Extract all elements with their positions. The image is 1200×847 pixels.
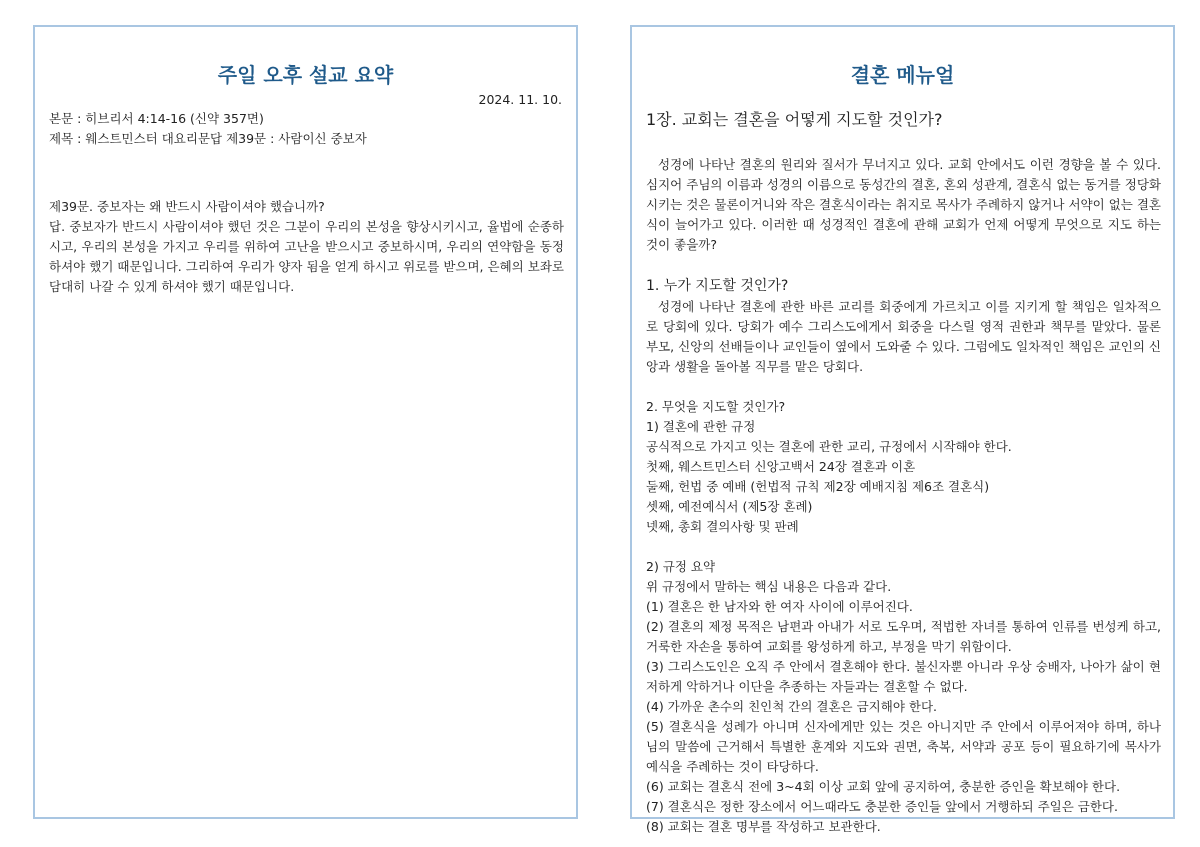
list-item: (6) 교회는 결혼식 전에 3~4회 이상 교회 앞에 공지하여, 충분한 증인을 확보해야 한다. xyxy=(646,779,1121,794)
left-page xyxy=(33,25,578,819)
intro-paragraph: 성경에 나타난 결혼의 원리와 질서가 무너지고 있다. 교회 안에서도 이런 경향을 볼 수 있다. 심지어 주님의 이름과 성경의 이름으로 동성간의 결혼, 혼외 성관계, 결혼식 없는 동거를 정당화시키는 것은 물론이거니와 작은 결혼식이라는 취지로 목사가 주례하지 않거나 서약이 없는 결혼식이 늘어가고 있다. 이러한 때 성경적인 결혼에 관해 교회가 언제 어떻게 무엇으로 지도 하는 것이 좋을까? xyxy=(646,157,1161,252)
scripture-line: 본문 : 히브리서 4:14-16 (신약 357면) xyxy=(49,111,264,126)
list-item: (5) 결혼식을 성례가 아니며 신자에게만 있는 것은 아니지만 주 안에서 이루어져야 하며, 하나님의 말씀에 근거해서 특별한 훈계와 지도와 권면, 축복, 서약과 공포 등이 필요하기에 목사가 예식을 주례하는 것이 타당하다. xyxy=(646,719,1161,774)
right-page xyxy=(630,25,1175,834)
list-item: 둘째, 헌법 중 예배 (헌법적 규칙 제2장 예배지침 제6조 결혼식) xyxy=(646,479,990,494)
page-title: 결혼 메뉴얼 xyxy=(850,63,955,87)
catechism-question: 제39문. 중보자는 왜 반드시 사람이셔야 했습니까? xyxy=(49,199,325,214)
sermon-body xyxy=(49,197,564,297)
section-paragraph: 성경에 나타난 결혼에 관한 바른 교리를 회중에게 가르치고 이를 지키게 할 책임은 일차적으로 당회에 있다. 당회가 예수 그리스도에게서 회중을 다스릴 영적 권한과 책무를 맡았다. 물론 부모, 신앙의 선배들이나 교인들이 옆에서 도와줄 수 있다. 그럼에도 일차적인 책임은 교인의 신앙과 생활을 돌아볼 직무를 맡은 당회다. xyxy=(646,299,1161,374)
page-title: 주일 오후 설교 요약 xyxy=(217,63,394,87)
catechism-answer: 답. 중보자가 반드시 사람이셔야 했던 것은 그분이 우리의 본성을 향상시키시고, 율법에 순종하시고, 우리의 본성을 가지고 우리를 위하여 고난을 받으시고 중보하시며, 우리의 연약함을 동정하셔야 했기 때문입니다. 그리하여 우리가 양자 됨을 얻게 하시고 위로를 받으며, 은혜의 보좌로 담대히 나갈 수 있게 하셔야 했기 때문입니다. xyxy=(49,219,564,294)
list-item: 셋째, 예전예식서 (제5장 혼례) xyxy=(646,499,813,514)
list-item: 1) 결혼에 관한 규정 xyxy=(646,419,756,434)
list-item: 첫째, 웨스트민스터 신앙고백서 24장 결혼과 이혼 xyxy=(646,459,916,474)
list-item: 공식적으로 가지고 잇는 결혼에 관한 교리, 규정에서 시작해야 한다. xyxy=(646,439,1012,454)
section-heading: 1. 누가 지도할 것인가? xyxy=(646,278,789,294)
manual-body xyxy=(646,155,1161,837)
list-item: 위 규정에서 말하는 핵심 내용은 다음과 같다. xyxy=(646,579,892,594)
section-heading: 2. 무엇을 지도할 것인가? xyxy=(646,399,786,414)
chapter-heading: 1장. 교회는 결혼을 어떻게 지도할 것인가? xyxy=(646,110,943,129)
sermon-meta xyxy=(49,109,564,149)
list-item: (4) 가까운 촌수의 친인척 간의 결혼은 금지해야 한다. xyxy=(646,699,937,714)
subject-line: 제목 : 웨스트민스터 대요리문답 제39문 : 사람이신 중보자 xyxy=(49,131,367,146)
date: 2024. 11. 10. xyxy=(478,92,562,107)
list-item: (2) 결혼의 제정 목적은 남편과 아내가 서로 도우며, 적법한 자녀를 통하여 인류를 번성케 하고, 거룩한 자손을 통하여 교회를 왕성하게 하고, 부정을 막기 위함이다. xyxy=(646,619,1161,654)
list-item: (7) 결혼식은 정한 장소에서 어느때라도 충분한 증인들 앞에서 거행하되 주일은 금한다. xyxy=(646,799,1118,814)
list-item: (8) 교회는 결혼 명부를 작성하고 보관한다. xyxy=(646,819,881,834)
list-item: 넷째, 총회 결의사항 및 판례 xyxy=(646,519,799,534)
list-item: (1) 결혼은 한 남자와 한 여자 사이에 이루어진다. xyxy=(646,599,913,614)
list-item: (3) 그리스도인은 오직 주 안에서 결혼해야 한다. 불신자뿐 아니라 우상 숭배자, 나아가 삶이 현저하게 악하거나 이단을 추종하는 자들과는 결혼할 수 없다. xyxy=(646,659,1161,694)
list-item: 2) 규정 요약 xyxy=(646,559,716,574)
